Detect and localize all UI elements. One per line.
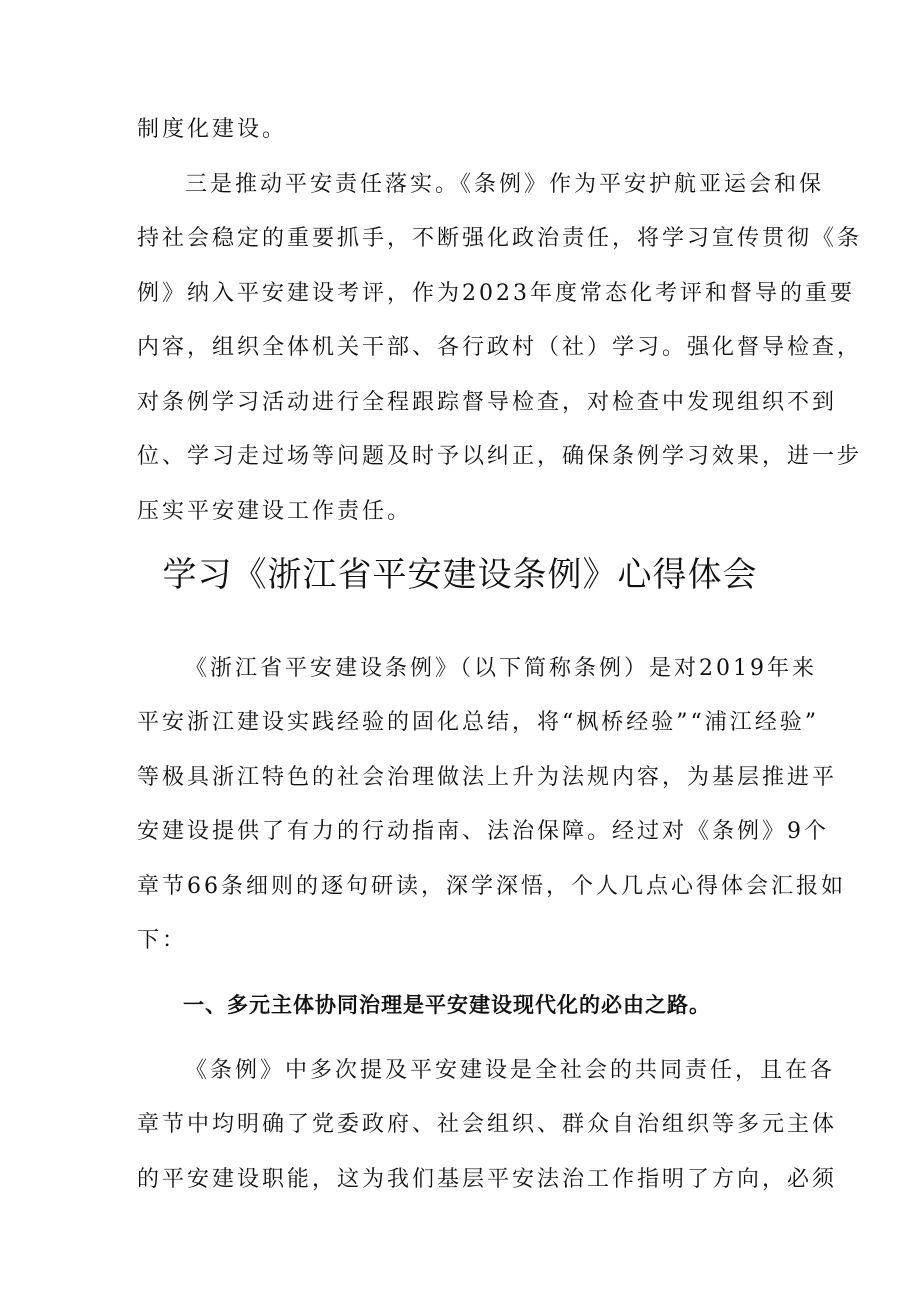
paragraph-line: 下： [137, 928, 188, 953]
paragraph-line: 位、学习走过场等问题及时予以纠正，确保条例学习效果，进一步 [137, 444, 863, 469]
document-title: 学习《浙江省平安建设条例》心得体会 [162, 555, 758, 595]
paragraph-line: 例》纳入平安建设考评，作为2023年度常态化考评和督导的重要 [137, 281, 855, 306]
paragraph-line: 章节中均明确了党委政府、社会组织、群众自治组织等多元主体 [137, 1112, 838, 1137]
paragraph-line: 制度化建设。 [137, 117, 288, 142]
paragraph-line: 内容，组织全体机关干部、各行政村（社）学习。强化督导检查， [137, 335, 863, 360]
paragraph-line: 等极具浙江特色的社会治理做法上升为法规内容，为基层推进平 [137, 765, 838, 790]
paragraph-line: 《条例》中多次提及平安建设是全社会的共同责任，且在各 [185, 1058, 836, 1083]
paragraph-line: 安建设提供了有力的行动指南、法治保障。经过对《条例》9个 [137, 819, 829, 844]
section-heading: 一、多元主体协同治理是平安建设现代化的必由之路。 [183, 993, 711, 1017]
paragraph-line: 章节66条细则的逐句研读，深学深悟，个人几点心得体会汇报如 [137, 874, 846, 899]
paragraph-line: 的平安建设职能，这为我们基层平安法治工作指明了方向，必须 [137, 1167, 838, 1192]
paragraph-line: 压实平安建设工作责任。 [137, 499, 413, 524]
paragraph-line: 《浙江省平安建设条例》（以下简称条例）是对2019年来 [185, 656, 817, 681]
paragraph-line: 持社会稳定的重要抓手，不断强化政治责任，将学习宣传贯彻《条 [137, 226, 863, 251]
paragraph-line: 对条例学习活动进行全程跟踪督导检查，对检查中发现组织不到 [137, 390, 838, 415]
paragraph-line: 平安浙江建设实践经验的固化总结，将“枫桥经验”“浦江经验” [137, 710, 819, 735]
paragraph-line: 三是推动平安责任落实。《条例》作为平安护航亚运会和保 [185, 172, 825, 197]
